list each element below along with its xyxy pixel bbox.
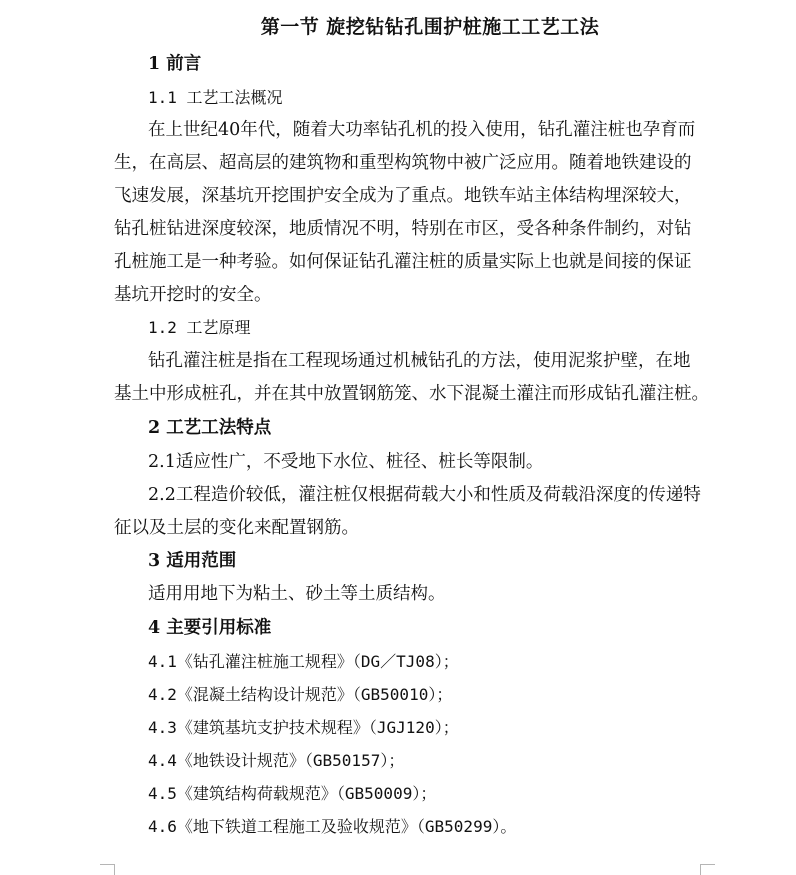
page-corner-mark-left: [100, 864, 115, 875]
section-3-heading: 3 适用范围: [148, 551, 237, 571]
scope-text: 适用用地下为粘土、砂土等土质结构。: [148, 584, 446, 604]
feature-item-2-2-line: 征以及土层的变化来配置钢筋。: [114, 518, 359, 538]
paragraph-line: 孔桩施工是一种考验。如何保证钻孔灌注桩的质量实际上也就是间接的保证: [114, 252, 692, 272]
section-2-heading: 2 工艺工法特点: [148, 418, 272, 438]
paragraph-line: 飞速发展，深基坑开挖围护安全成为了重点。地铁车站主体结构埋深较大，: [114, 186, 692, 206]
paragraph-line: 钻孔桩钻进深度较深，地质情况不明，特别在市区，受各种条件制约，对钻: [114, 219, 692, 239]
standard-item: 4.3《建筑基坑支护技术规程》（JGJ120）；: [148, 718, 459, 737]
feature-item-2-2-line: 2.2工程造价较低，灌注桩仅根据荷载大小和性质及荷载沿深度的传递特: [148, 485, 701, 505]
standard-item: 4.6《地下铁道工程施工及验收规范》（GB50299）。: [148, 817, 517, 836]
paragraph-line: 钻孔灌注桩是指在工程现场通过机械钻孔的方法，使用泥浆护壁，在地: [148, 351, 691, 371]
standard-item: 4.5《建筑结构荷载规范》（GB50009）；: [148, 784, 437, 803]
standard-item: 4.4《地铁设计规范》（GB50157）；: [148, 751, 405, 770]
section-4-heading: 4 主要引用标准: [148, 618, 272, 638]
feature-item-2-1: 2.1适应性广，不受地下水位、桩径、桩长等限制。: [148, 452, 544, 472]
standard-item: 4.1《钻孔灌注桩施工规程》（DG／TJ08）；: [148, 652, 459, 671]
paragraph-line: 基坑开挖时的安全。: [114, 285, 272, 305]
section-1-heading: 1 前言: [148, 54, 202, 74]
paragraph-line: 在上世纪40年代，随着大功率钻孔机的投入使用，钻孔灌注桩也孕育而: [148, 120, 696, 140]
page-corner-mark-right: [700, 864, 715, 875]
page-title: 第一节 旋挖钻钻孔围护桩施工工艺工法: [260, 16, 600, 38]
subsection-1-1-heading: 1.1 工艺工法概况: [148, 88, 283, 107]
paragraph-line: 基土中形成桩孔，并在其中放置钢筋笼、水下混凝土灌注而形成钻孔灌注桩。: [114, 384, 709, 404]
subsection-1-2-heading: 1.2 工艺原理: [148, 318, 251, 337]
standard-item: 4.2《混凝土结构设计规范》（GB50010）；: [148, 685, 453, 704]
paragraph-line: 生，在高层、超高层的建筑物和重型构筑物中被广泛应用。随着地铁建设的: [114, 153, 692, 173]
